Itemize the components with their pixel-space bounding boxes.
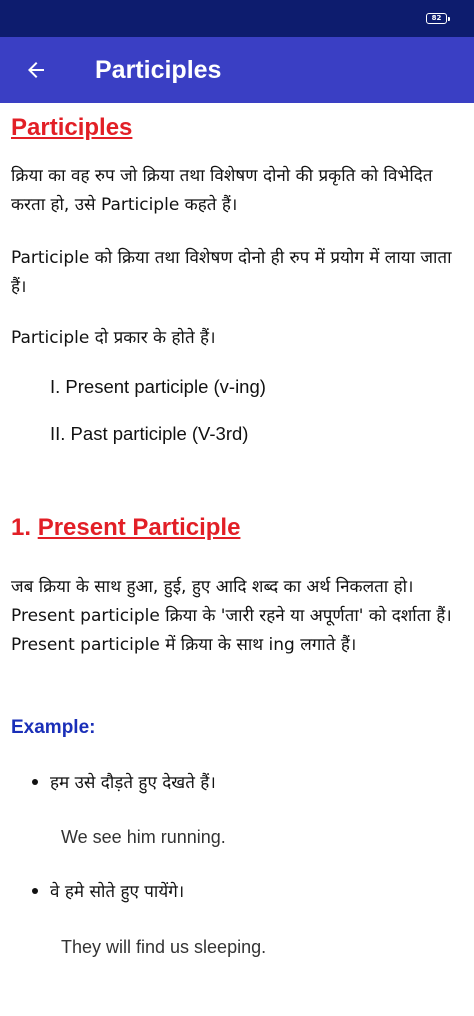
section-title: Present Participle xyxy=(37,514,241,541)
app-bar xyxy=(0,37,474,103)
list-item xyxy=(32,770,216,793)
bullet-icon xyxy=(32,779,38,785)
section-description: जब क्रिया के साथ हुआ, हुई, हुए आदि शब्द का अर्थ निकलता हो। Present participle क्रिया के 'जारी रहने या अपूर्णता' को दर्शाता हैं। Present participle में क्रिया के साथ ing लगाते हैं। xyxy=(11,577,452,655)
page-title: Participles xyxy=(95,56,222,84)
bullet-icon xyxy=(32,888,38,894)
types-intro: Participle दो प्रकार के होते हैं। xyxy=(11,328,216,348)
status-bar xyxy=(0,0,474,37)
list-item xyxy=(32,879,184,902)
list-item: I. Present participle (v-ing) xyxy=(50,376,266,397)
definition-paragraph: क्रिया का वह रुप जो क्रिया तथा विशेषण दोनो की प्रकृति को विभेदित करता हो, उसे Participle कहते हैं। xyxy=(11,166,433,215)
example-english: We see him running. xyxy=(61,827,226,847)
battery-level: 82 xyxy=(431,14,442,22)
section-number: 1. xyxy=(11,514,32,541)
battery-icon xyxy=(426,13,447,24)
example-label: Example: xyxy=(11,717,96,738)
back-button[interactable] xyxy=(18,54,54,86)
example-hindi: वे हमे सोते हुए पायेंगे। xyxy=(50,882,185,902)
arrow-left-icon xyxy=(24,58,48,82)
article-content xyxy=(0,103,474,1016)
usage-paragraph: Participle को क्रिया तथा विशेषण दोनो ही रुप में प्रयोग में लाया जाता हैं। xyxy=(11,248,452,297)
example-english: They will find us sleeping. xyxy=(61,937,267,957)
section-heading xyxy=(11,514,240,542)
list-item: II. Past participle (V-3rd) xyxy=(50,423,249,444)
example-hindi: हम उसे दौड़ते हुए देखते हैं। xyxy=(50,773,216,793)
article-heading: Participles xyxy=(11,114,133,141)
